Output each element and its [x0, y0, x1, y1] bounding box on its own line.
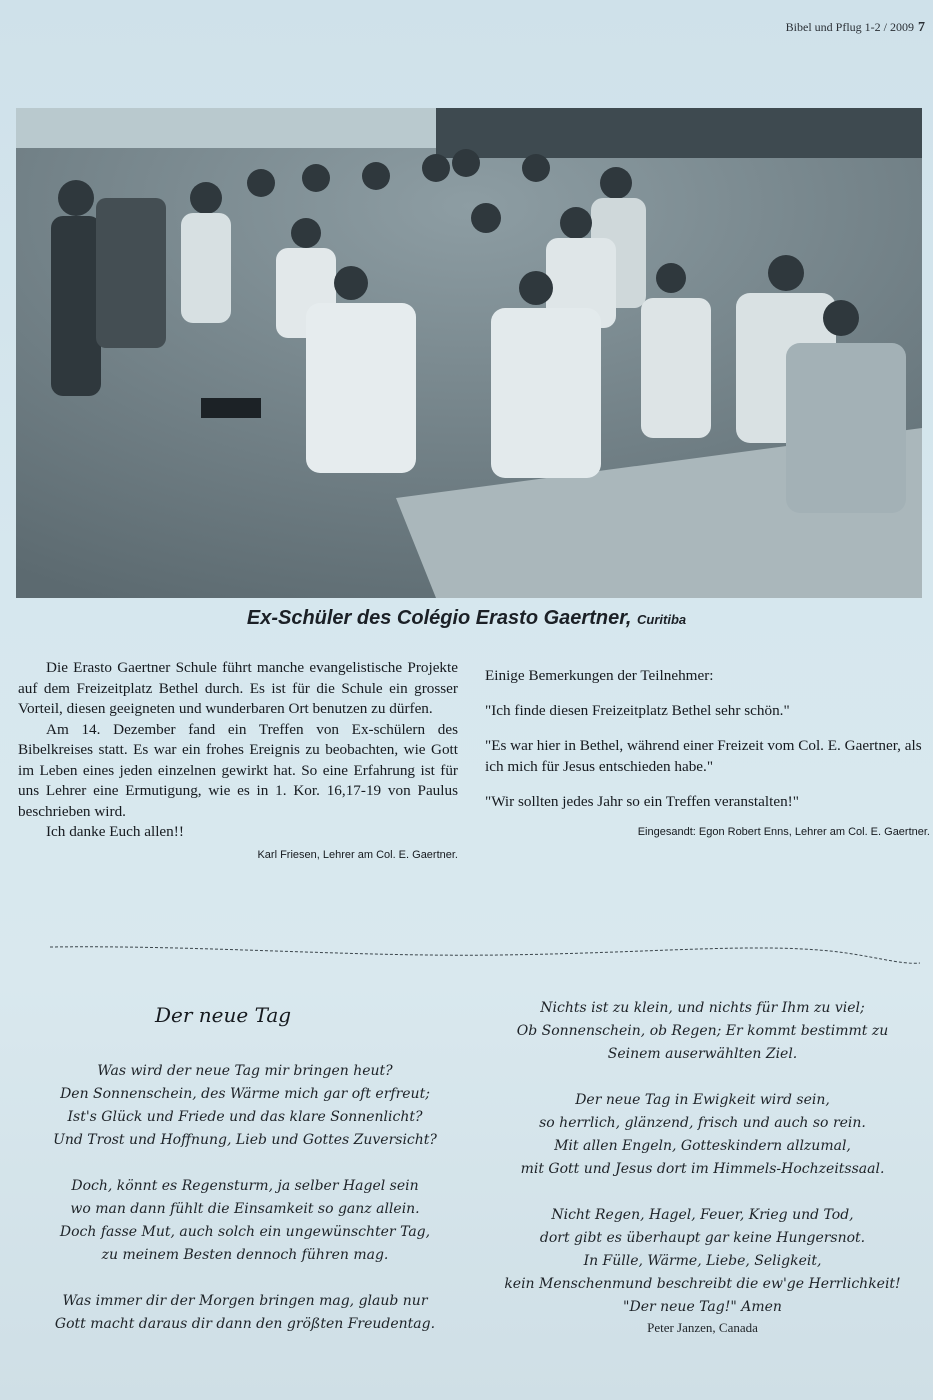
- poem-line: wo man dann fühlt die Einsamkeit so ganz allein.: [70, 1201, 420, 1217]
- group-photo-icon: [16, 108, 922, 598]
- poem-line: Ob Sonnenschein, ob Regen; Er kommt bestimmt zu: [516, 1023, 889, 1039]
- article-right-column: [485, 665, 930, 857]
- poem-stanza: [475, 1204, 930, 1319]
- poem-title: Der neue Tag: [155, 1003, 292, 1027]
- poem-line: "Der neue Tag!" Amen: [623, 1299, 782, 1315]
- quote: "Ich finde diesen Freizeitplatz Bethel sehr schön.": [485, 702, 790, 719]
- poem-line: Ist's Glück und Friede und das klare Sonnenlicht?: [67, 1109, 423, 1125]
- poem-stanza: [475, 997, 930, 1066]
- photo-caption: [0, 607, 933, 630]
- comments-signature: Eingesandt: Egon Robert Enns, Lehrer am Col. E. Gaertner.: [637, 826, 930, 838]
- poem-line: Und Trost und Hoffnung, Lieb und Gottes Zuversicht?: [53, 1132, 437, 1148]
- comments-intro: Einige Bemerkungen der Teilnehmer:: [485, 667, 714, 684]
- caption-main: Ex-Schüler des Colégio Erasto Gaertner,: [246, 607, 632, 629]
- poem-line: Gott macht daraus dir dann den größten Freudentag.: [54, 1316, 436, 1332]
- poem-line: dort gibt es überhaupt gar keine Hungersnot.: [539, 1230, 866, 1246]
- wavy-divider: [50, 935, 920, 975]
- poem-right-column: [475, 997, 930, 1337]
- article-signature: Karl Friesen, Lehrer am Col. E. Gaertner.: [257, 848, 458, 861]
- poem-stanza: [30, 1175, 460, 1267]
- poem-line: mit Gott und Jesus dort im Himmels-Hochzeitssaal.: [520, 1161, 885, 1177]
- poem-line: Nicht Regen, Hagel, Feuer, Krieg und Tod,: [551, 1207, 854, 1223]
- poem-line: Doch, könnt es Regensturm, ja selber Hagel sein: [71, 1178, 419, 1194]
- poem-line: Den Sonnenschein, des Wärme mich gar oft erfreut;: [60, 1086, 430, 1102]
- poem-line: Nichts ist zu klein, und nichts für Ihm zu viel;: [540, 1000, 865, 1016]
- poem-left-column: [30, 1060, 460, 1359]
- poem-stanza: [30, 1060, 460, 1152]
- poem-line: Der neue Tag in Ewigkeit wird sein,: [575, 1092, 830, 1108]
- poem-line: so herrlich, glänzend, frisch und auch so rein.: [539, 1115, 866, 1131]
- article-left-column: [18, 658, 458, 865]
- caption-city: Curitiba: [637, 612, 687, 627]
- article-paragraph: Die Erasto Gaertner Schule führt manche evangelistische Projekte auf dem Freizeitplatz Bethel durch. Es ist für die Schule ein grosser Vorteil, diesen geeigneten und wunderbaren Ort benutzen zu dürfen.: [18, 659, 458, 717]
- article-paragraph: Am 14. Dezember fand ein Treffen von Ex-schülern des Bibelkreises statt. Es war ein frohes Ereignis zu beobachten, wie Gott im Leben eines jeden einzelnen gewirkt hat. So eine Erfahrung ist für uns Lehrer eine Ermutigung, wie es in 1. Kor. 16,17-19 von Paulus beschrieben wird.: [18, 720, 458, 820]
- page-header: [786, 20, 925, 36]
- poem-line: Was immer dir der Morgen bringen mag, glaub nur: [62, 1293, 428, 1309]
- poem-stanza: [475, 1089, 930, 1181]
- publication-title: Bibel und Pflug 1-2 / 2009: [785, 20, 914, 34]
- poem-stanza: [30, 1290, 460, 1336]
- article-paragraph: Ich danke Euch allen!!: [46, 823, 184, 840]
- poem-line: Seinem auserwählten Ziel.: [607, 1046, 798, 1062]
- quote: "Wir sollten jedes Jahr so ein Treffen veranstalten!": [485, 793, 799, 810]
- quote: "Es war hier in Bethel, während einer Freizeit vom Col. E. Gaertner, als ich mich für Jesus entschieden habe.": [485, 737, 922, 775]
- poem-line: kein Menschenmund beschreibt die ew'ge Herrlichkeit!: [504, 1276, 901, 1292]
- poem-line: Was wird der neue Tag mir bringen heut?: [97, 1063, 393, 1079]
- poem-author: Peter Janzen, Canada: [647, 1320, 758, 1335]
- poem-line: Doch fasse Mut, auch solch ein ungewünschter Tag,: [59, 1224, 431, 1240]
- poem-line: Mit allen Engeln, Gotteskindern allzumal,: [554, 1138, 851, 1154]
- group-photo: [16, 108, 922, 598]
- page-number: 7: [918, 20, 925, 35]
- poem-line: zu meinem Besten dennoch führen mag.: [101, 1247, 389, 1263]
- poem-line: In Fülle, Wärme, Liebe, Seligkeit,: [583, 1253, 822, 1269]
